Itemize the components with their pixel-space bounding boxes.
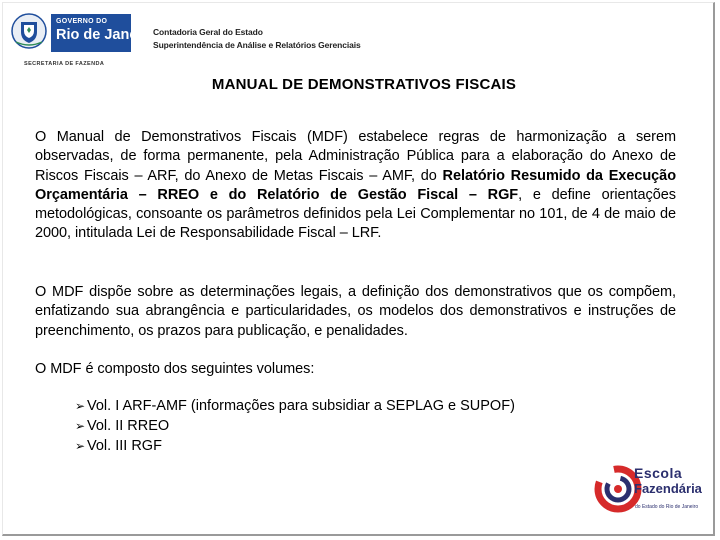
- escola-line-2: Fazendária: [634, 481, 702, 496]
- paragraph-intro: [35, 128, 676, 244]
- org-line-1: Contadoria Geral do Estado: [153, 27, 263, 37]
- paragraph-scope: O MDF dispõe sobre as determinações legais, a definição dos demonstrativos que os compõem, enfatizando sua abrangência e particularidades, os modelos dos demonstrativos e instruções de preenchimento, os prazos para publicação, e penalidades.: [35, 284, 676, 339]
- arrow-right-icon: ➢: [75, 419, 86, 433]
- paragraph-intro-text-a: O Manual de Demonstrativos Fiscais (MDF) estabelece regras de harmonização a serem observadas, de forma permanente, pela Administração Pública para a elaboração do Anexo de Riscos Fiscais – ARF, do Anexo de Metas Fiscais – AMF, do: [35, 129, 676, 184]
- paragraph-intro-bold: Relatório Resumido da Execução Orçamentária – RREO e do Relatório de Gestão Fiscal – RGF: [35, 167, 676, 203]
- escola-fazendaria-logo: [594, 461, 706, 517]
- paragraph-volumes-intro: O MDF é composto dos seguintes volumes:: [35, 361, 315, 377]
- arrow-right-icon: ➢: [75, 439, 86, 453]
- list-item: [75, 436, 515, 456]
- secretariat-label: SECRETARIA DE FAZENDA: [24, 61, 105, 67]
- gov-label: GOVERNO DO: [56, 18, 108, 25]
- state-coat-of-arms-icon: [10, 12, 48, 50]
- page-title: MANUAL DE DEMONSTRATIVOS FISCAIS: [211, 76, 517, 93]
- governo-rj-logo: [10, 12, 156, 67]
- escola-line-3: do Estado do Rio de Janeiro: [635, 504, 699, 510]
- arrow-right-icon: ➢: [75, 399, 86, 413]
- escola-line-1: Escola: [634, 465, 683, 481]
- org-line-2: Superintendência de Análise e Relatórios Gerenciais: [153, 40, 361, 50]
- list-item: [75, 416, 515, 436]
- volume-label: Vol. II RREO: [87, 418, 170, 434]
- volume-label: Vol. I ARF-AMF (informações para subsidiar a SEPLAG e SUPOF): [87, 398, 515, 414]
- paragraph-intro-text-b: , e define orientações metodológicas, consoante os parâmetros definidos pela Lei Complementar no 101, de 4 de maio de 2000, intitulada Lei de Responsabilidade Fiscal – LRF.: [35, 186, 676, 242]
- governo-rj-banner: [51, 14, 156, 52]
- volume-label: Vol. III RGF: [87, 438, 162, 454]
- list-item: [75, 396, 515, 416]
- state-label: Rio de Janeiro: [56, 27, 156, 43]
- volumes-list: [75, 396, 515, 456]
